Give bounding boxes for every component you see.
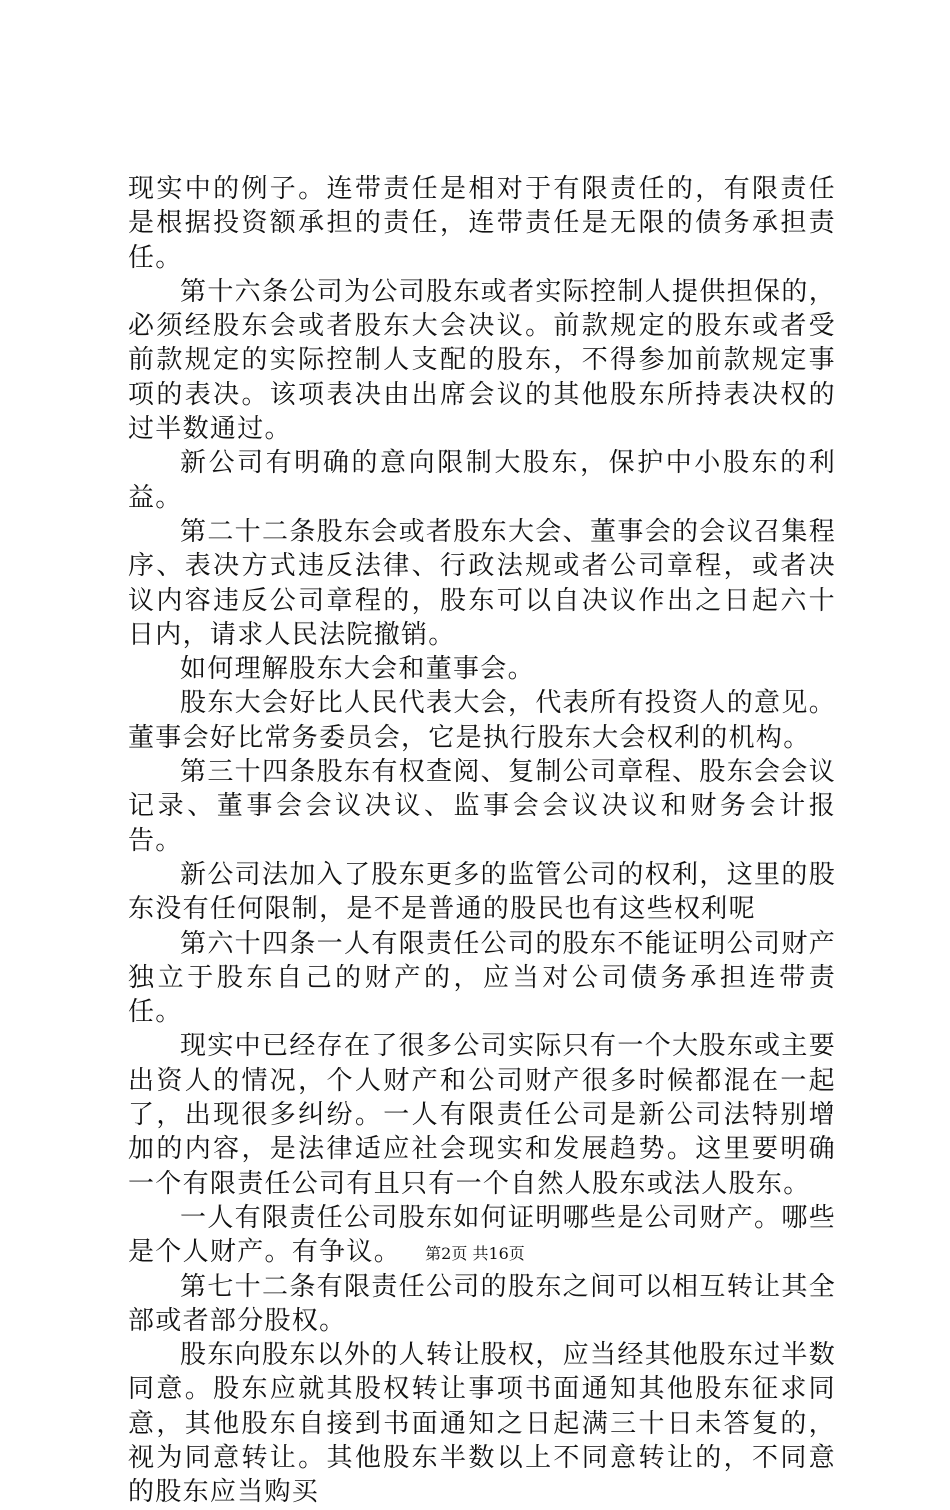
paragraph: 新公司法加入了股东更多的监管公司的权利，这里的股东没有任何限制，是不是普通的股民也有这些权利呢 xyxy=(128,859,836,925)
page-number-footer: 第2页 共16页 xyxy=(425,1244,525,1263)
paragraph: 新公司有明确的意向限制大股东，保护中小股东的利益。 xyxy=(128,448,836,513)
paragraph: 现实中已经存在了很多公司实际只有一个大股东或主要出资人的情况，个人财产和公司财产很多时候都混在一起了，出现很多纠纷。一人有限责任公司是新公司法特别增加的内容，是法律适应社会现实和发展趋势。这里要明确一个有限责任公司有且只有一个自然人股东或法人股东。 xyxy=(128,1031,836,1199)
paragraph: 第十六条公司为公司股东或者实际控制人提供担保的，必须经股东会或者股东大会决议。前款规定的股东或者受前款规定的实际控制人支配的股东，不得参加前款规定事项的表决。该项表决由出席会议的其他股东所持表决权的过半数通过。 xyxy=(128,276,836,445)
paragraph: 第六十四条一人有限责任公司的股东不能证明公司财产独立于股东自己的财产的，应当对公司债务承担连带责任。 xyxy=(128,928,836,1028)
paragraph: 现实中的例子。连带责任是相对于有限责任的，有限责任是根据投资额承担的责任，连带责任是无限的债务承担责任。 xyxy=(128,174,836,273)
paragraph: 股东向股东以外的人转让股权，应当经其他股东过半数同意。股东应就其股权转让事项书面通知其他股东征求同意，其他股东自接到书面通知之日起满三十日未答复的，视为同意转让。其他股东半数以上不同意转让的，不同意的股东应当购买 xyxy=(128,1340,836,1508)
paragraph: 第七十二条有限责任公司的股东之间可以相互转让其全部或者部分股权。 xyxy=(128,1271,836,1336)
paragraph: 第二十二条股东会或者股东大会、董事会的会议召集程序、表决方式违反法律、行政法规或者公司章程，或者决议内容违反公司章程的，股东可以自决议作出之日起六十日内，请求人民法院撤销。 xyxy=(128,516,836,650)
paragraph: 一人有限责任公司股东如何证明哪些是公司财产。哪些是个人财产。有争议。 xyxy=(128,1202,836,1268)
document-body xyxy=(128,172,836,1510)
paragraph: 第三十四条股东有权查阅、复制公司章程、股东会会议记录、董事会会议决议、监事会会议决议和财务会计报告。 xyxy=(128,757,836,856)
paragraph: 股东大会好比人民代表大会，代表所有投资人的意见。董事会好比常务委员会，它是执行股东大会权利的机构。 xyxy=(128,688,836,753)
paragraph: 如何理解股东大会和董事会。 xyxy=(180,654,535,685)
